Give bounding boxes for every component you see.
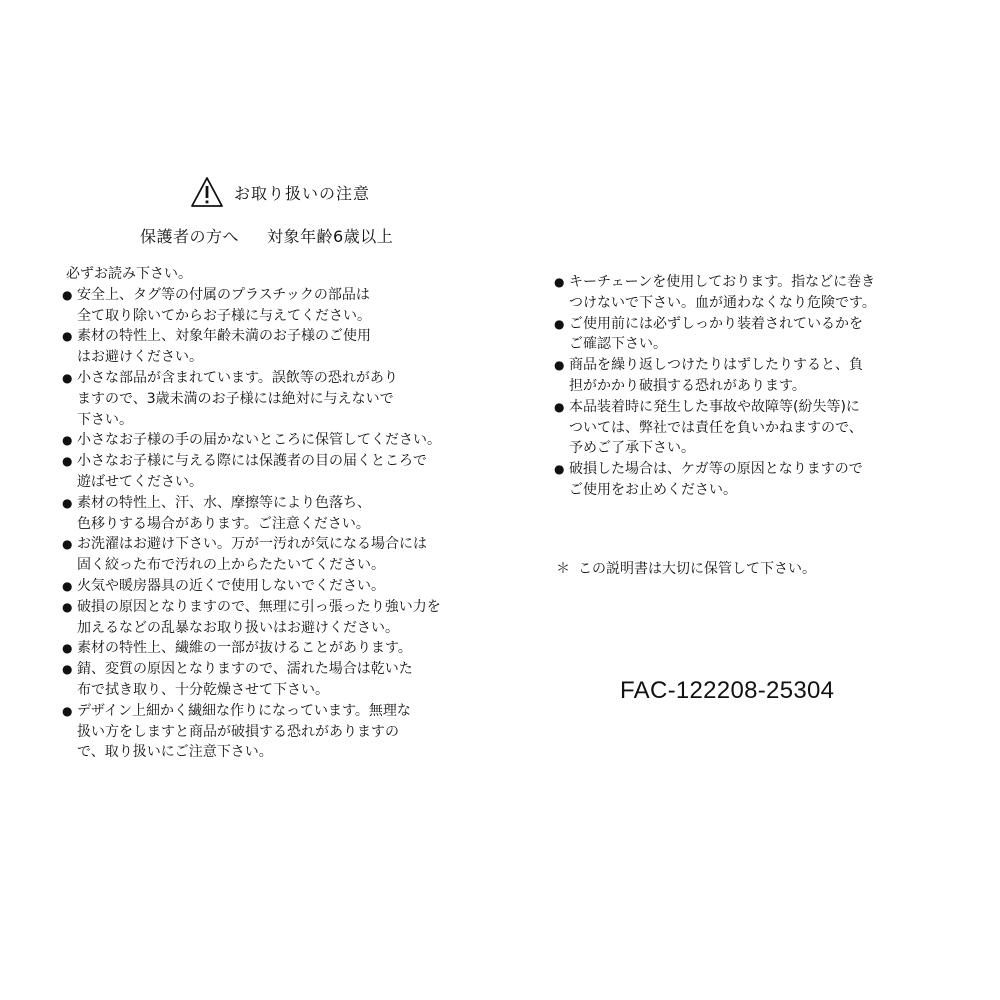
bullet-icon: ● [554, 275, 565, 289]
caution-line: 予めご了承下さい。 [569, 440, 695, 457]
bullet-icon: ● [554, 358, 565, 373]
caution-item [62, 659, 472, 701]
bullet-icon: ● [554, 462, 565, 477]
caution-line: ますので、3歳未満のお子様には絶対に与えないで [77, 390, 394, 407]
caution-line: ご使用をお止めください。 [569, 481, 737, 498]
caution-line: つけないで下さい。血が通わなくなり危険です。 [569, 294, 876, 311]
caution-line: 本品装着時に発生した事故や故障等(紛失等)に [569, 398, 860, 415]
caution-line: 遊ばせてください。 [77, 473, 203, 490]
caution-line: 錆、変質の原因となりますので、濡れた場合は乾いた [77, 661, 413, 678]
caution-item [62, 493, 472, 535]
storage-note-text: この説明書は大切に保管して下さい。 [578, 561, 816, 577]
caution-line: ご使用前には必ずしっかり装着されているかを [569, 315, 863, 332]
guardian-notice [140, 224, 460, 247]
bullet-icon: ● [62, 287, 73, 302]
asterisk-mark: ＊ [556, 561, 570, 577]
caution-item [554, 272, 944, 314]
caution-item [62, 638, 472, 659]
caution-line: 破損した場合は、ケガ等の原因となりますので [569, 461, 863, 478]
caution-item [554, 355, 944, 397]
caution-line: 安全上、タグ等の付属のプラスチックの部品は [77, 286, 370, 303]
bullet-icon: ● [62, 537, 73, 552]
caution-line: ご確認下さい。 [569, 336, 667, 353]
caution-item [62, 430, 472, 451]
caution-line: 素材の特性上、対象年齢未満のお子様のご使用 [77, 328, 371, 345]
left-caution-list [62, 264, 472, 763]
caution-line: 固く絞った布で汚れの上からたたいてください。 [77, 557, 385, 574]
caution-line: お洗濯はお避け下さい。万が一汚れが気になる場合には [77, 536, 427, 553]
caution-item [554, 459, 944, 501]
guardian-label: 保護者の方へ [140, 227, 240, 246]
bullet-icon: ● [62, 641, 73, 656]
caution-line: 素材の特性上、汗、水、摩擦等により色落ち、 [77, 494, 371, 511]
bullet-icon: ● [554, 399, 565, 414]
caution-line: 小さなお子様の手の届かないところに保管してください。 [77, 432, 441, 449]
caution-line: 加えるなどの乱暴なお取り扱いはお避けください。 [77, 619, 399, 636]
bullet-icon: ● [62, 433, 73, 448]
caution-title: お取り扱いの注意 [234, 183, 371, 203]
caution-line: 扱い方をしますと商品が破損する恐れがありますの [77, 723, 399, 740]
bullet-icon: ● [62, 662, 73, 677]
read-first-note: 必ずお読み下さい。 [66, 266, 192, 282]
caution-line: 破損の原因となりますので、無理に引っ張ったり強い力を [77, 598, 441, 615]
target-age-label: 対象年齢6歳以上 [267, 227, 394, 246]
product-code: FAC-122208-25304 [620, 677, 835, 704]
bullet-icon: ● [62, 329, 73, 344]
caution-item [62, 326, 472, 368]
caution-item [62, 534, 472, 576]
bullet-icon: ● [62, 495, 73, 510]
caution-line: 商品を繰り返しつけたりはずしたりすると、負 [569, 357, 863, 374]
bullet-icon: ● [62, 578, 73, 593]
caution-item [62, 701, 472, 763]
caution-line: ついては、弊社では責任を負いかねますので、 [569, 419, 863, 436]
caution-line: キーチェーンを使用しております。指などに巻き [569, 274, 876, 290]
caution-line: 火気や暖房器具の近くで使用しないでください。 [77, 577, 385, 594]
caution-item [62, 451, 472, 493]
caution-line: 小さな部品が含まれています。誤飲等の恐れがあり [77, 369, 398, 386]
caution-line: で、取り扱いにご注意下さい。 [77, 744, 273, 761]
right-caution-list [554, 272, 944, 501]
caution-line: 担がかかり破損する恐れがあります。 [569, 377, 806, 394]
caution-line: 全て取り除いてからお子様に与えてください。 [77, 307, 371, 324]
caution-item [62, 368, 472, 430]
bullet-icon: ● [554, 316, 565, 331]
caution-line: 布で拭き取り、十分乾燥させて下さい。 [77, 681, 329, 698]
caution-line: 小さなお子様に与える際には保護者の目の届くところで [77, 453, 427, 470]
warning-triangle-icon [190, 176, 224, 208]
caution-heading [190, 172, 450, 212]
bullet-icon: ● [62, 703, 73, 718]
caution-item [62, 285, 472, 327]
storage-note [556, 558, 816, 578]
caution-item [62, 597, 472, 639]
bullet-icon: ● [62, 454, 73, 469]
bullet-icon: ● [62, 599, 73, 614]
caution-item [62, 576, 472, 597]
caution-line: 素材の特性上、繊維の一部が抜けることがあります。 [77, 640, 412, 657]
caution-item [554, 397, 944, 459]
caution-line: 色移りする場合があります。ご注意ください。 [77, 515, 370, 532]
caution-line: はお避けください。 [77, 349, 203, 366]
bullet-icon: ● [62, 370, 73, 385]
caution-line: デザイン上細かく繊細な作りになっています。無理な [77, 702, 411, 719]
caution-item [554, 314, 944, 356]
caution-line: 下さい。 [77, 411, 133, 428]
